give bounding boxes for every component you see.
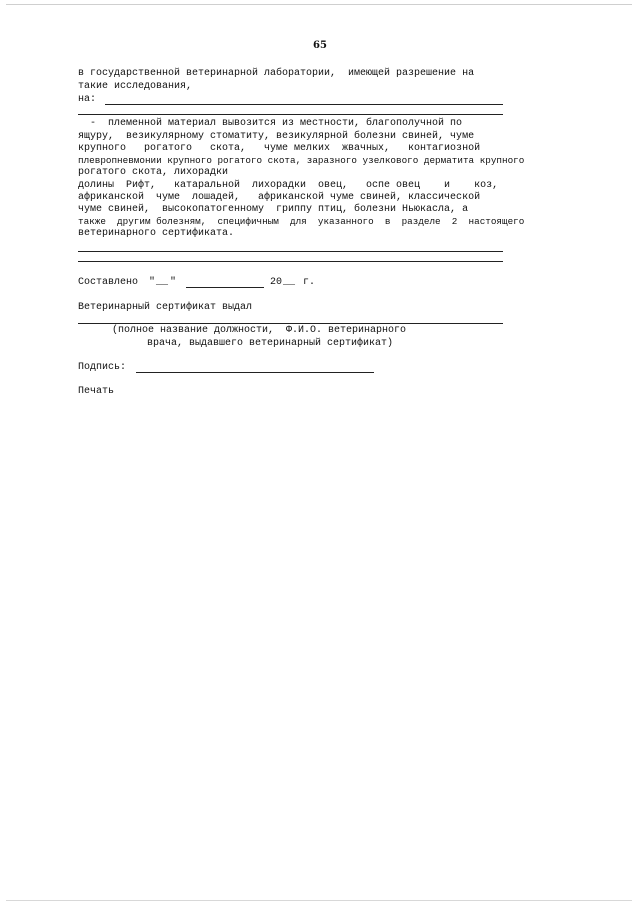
main-line-1: - племенной материал вывозится из местности, благополучной по: [78, 118, 463, 129]
signature-label: Подпись:: [78, 362, 127, 373]
composed-label: Составлено: [78, 277, 139, 288]
main-line-6: долины Рифт, катаральной лихорадки овец, оспе овец и коз,: [78, 180, 499, 191]
intro-line-2: такие исследования,: [78, 81, 193, 92]
main-fill-line-2: [78, 261, 503, 262]
main-line-4: плевропневмонии крупного рогатого скота, заразного узелкового дерматита крупного: [78, 155, 525, 166]
main-line-8: чуме свиней, высокопатогенному гриппу птиц, болезни Ньюкасла, а: [78, 204, 469, 215]
intro-line-1: в государственной ветеринарной лаборатории, имеющей разрешение на: [78, 68, 475, 79]
main-line-9: также другим болезням, специфичным для указанного в разделе 2 настоящего: [78, 216, 525, 227]
main-line-5: рогатого скота, лихорадки: [78, 167, 229, 178]
composed-year-prefix: 20: [270, 277, 283, 288]
composed-quote-close: ": [170, 277, 177, 288]
main-line-10: ветеринарного сертификата.: [78, 228, 235, 239]
bottom-border: [6, 900, 632, 901]
signature-line: [136, 372, 374, 373]
issuer-caption-line-2: врача, выдавшего ветеринарный сертификат): [147, 338, 394, 349]
page-number: 65: [313, 40, 327, 51]
top-border: [6, 4, 632, 5]
main-line-7: африканской чуме лошадей, африканской чуме свиней, классической: [78, 192, 481, 203]
intro-line-3: на:: [78, 94, 97, 105]
stamp-label: Печать: [78, 386, 115, 397]
main-line-3: крупного рогатого скота, чуме мелких жвачных, контагиозной: [78, 143, 481, 154]
composed-year-suffix: г.: [303, 277, 316, 288]
intro-fill-line-1: [105, 104, 503, 105]
composed-quote-open: ": [149, 277, 156, 288]
composed-month-line: [186, 287, 264, 288]
issuer-caption-line-1: (полное название должности, Ф.И.О. ветеринарного: [112, 325, 407, 336]
composed-day-blank: __: [156, 277, 169, 288]
issuer-label: Ветеринарный сертификат выдал: [78, 302, 253, 313]
main-line-2: ящуру, везикулярному стоматиту, везикулярной болезни свиней, чуме: [78, 131, 475, 142]
composed-year-blank: __: [283, 277, 296, 288]
issuer-fill-line: [78, 323, 503, 324]
main-fill-line-1: [78, 251, 503, 252]
intro-fill-line-2: [78, 114, 503, 115]
